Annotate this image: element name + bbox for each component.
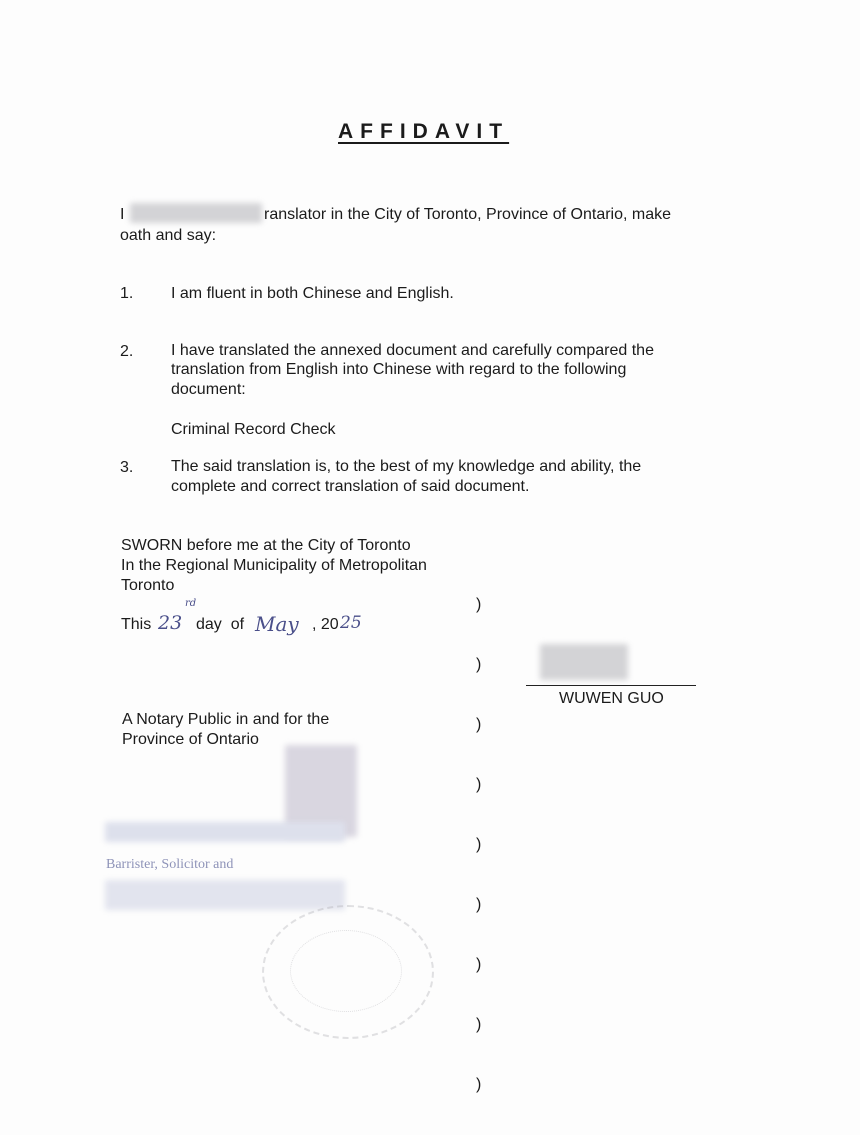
item-number: 2.	[120, 343, 134, 360]
redacted-stamp-line	[105, 822, 345, 842]
bracket: )	[476, 836, 482, 853]
bracket: )	[476, 956, 482, 973]
signature-line	[526, 685, 696, 686]
bracket: )	[476, 716, 482, 733]
intro-line2: oath and say:	[120, 227, 217, 244]
item-number: 1.	[120, 285, 134, 302]
intro-line1: ranslator in the City of Toronto, Province of Ontario, make	[264, 206, 672, 223]
item-text: The said translation is, to the best of my knowledge and ability, the	[171, 458, 642, 475]
sworn-line: Toronto	[121, 577, 175, 594]
date-year-prefix: , 20	[312, 616, 339, 633]
bracket-column	[476, 555, 494, 1135]
bracket: )	[476, 1016, 482, 1033]
sworn-line: SWORN before me at the City of Toronto	[121, 537, 411, 554]
item-number: 3.	[120, 459, 134, 476]
signatory-name: WUWEN GUO	[559, 690, 664, 707]
item-text: translation from English into Chinese with regard to the following	[171, 361, 627, 378]
item-text: I am fluent in both Chinese and English.	[171, 285, 454, 302]
redacted-stamp-line	[105, 880, 345, 910]
document-name: Criminal Record Check	[171, 421, 336, 438]
item-text: complete and correct translation of said document.	[171, 478, 530, 495]
redacted-name	[130, 203, 262, 223]
handwritten-year: 25	[340, 613, 362, 633]
embossed-seal-inner	[290, 930, 402, 1012]
handwritten-month: May	[255, 612, 299, 636]
handwritten-day: 23	[158, 612, 183, 634]
bracket: )	[476, 656, 482, 673]
date-day-of-label: day of	[196, 616, 245, 633]
intro-lead: I	[120, 206, 125, 223]
document-title: AFFIDAVIT	[338, 120, 510, 143]
notary-line: A Notary Public in and for the	[122, 711, 330, 728]
bracket: )	[476, 596, 482, 613]
bracket: )	[476, 1076, 482, 1093]
sworn-line: In the Regional Municipality of Metropolitan	[121, 557, 427, 574]
bracket: )	[476, 776, 482, 793]
item-text: I have translated the annexed document and carefully compared the	[171, 342, 654, 359]
redacted-signature	[540, 644, 628, 680]
item-text: document:	[171, 381, 246, 398]
handwritten-day-suffix: rd	[185, 598, 197, 609]
notary-line: Province of Ontario	[122, 731, 259, 748]
date-this-label: This	[121, 616, 152, 633]
bracket: )	[476, 896, 482, 913]
notary-stamp-text: Barrister, Solicitor and	[106, 857, 234, 872]
